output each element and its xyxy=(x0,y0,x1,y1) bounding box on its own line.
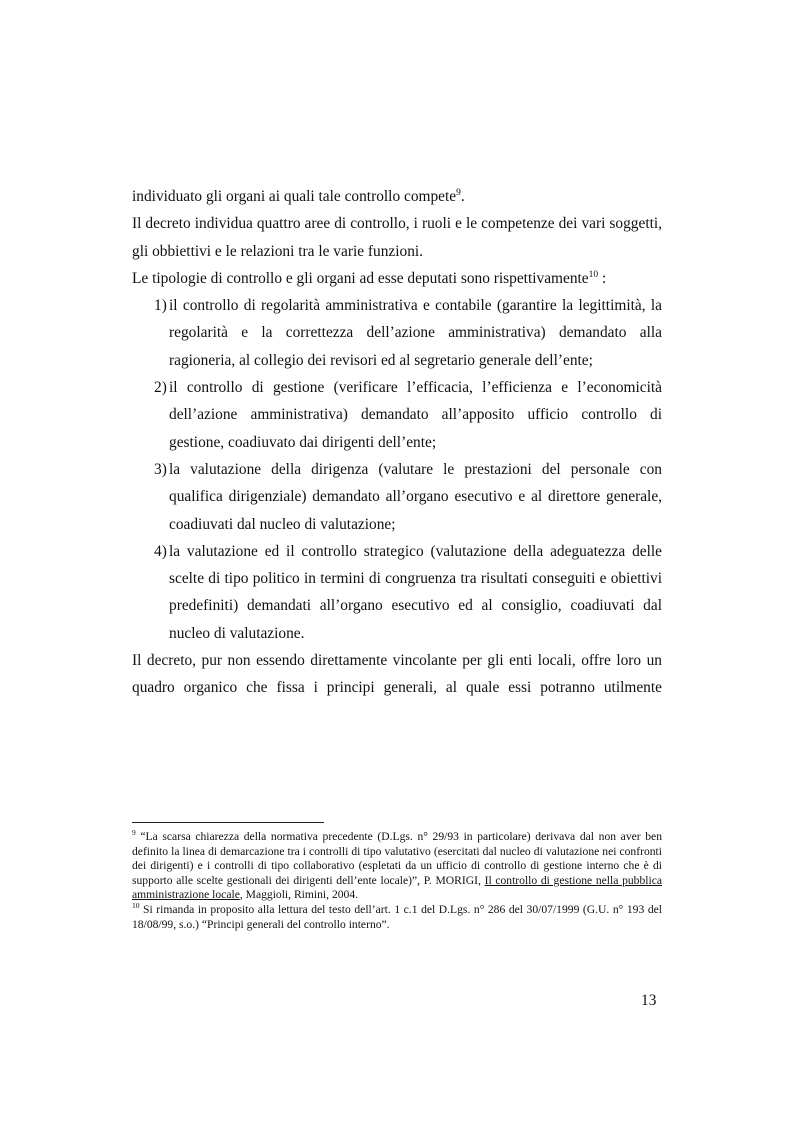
footnote-10 xyxy=(132,903,662,932)
page-number: 13 xyxy=(641,992,657,1009)
list-item-text: la valutazione ed il controllo strategico (valutazione della adeguatezza delle scelte di tipo politico in termini di congruenza tra risultati conseguiti e obiettivi predefiniti) demandati all’organo esecutivo ed al consiglio, coadiuvati dal nucleo di valutazione. xyxy=(169,542,662,642)
list-number: 1) xyxy=(154,297,167,315)
list-item xyxy=(132,374,662,456)
paragraph-continuation xyxy=(132,183,662,210)
footnote-separator xyxy=(132,822,324,823)
footnote-number: 9 xyxy=(132,828,136,838)
paragraph-text: individuato gli organi ai quali tale controllo compete xyxy=(132,188,457,205)
paragraph-text: Le tipologie di controllo e gli organi ad esse deputati sono rispettivamente xyxy=(132,269,589,287)
list-item-text: la valutazione della dirigenza (valutare le prestazioni del personale con qualifica dirigenziale) demandato all’organo esecutivo e al direttore generale, coadiuvati dal nucleo di valutazione; xyxy=(169,460,662,533)
list-item-text: il controllo di regolarità amministrativa e contabile (garantire la legittimità, la regolarità e la correttezza dell’azione amministrativa) demandato alla ragioneria, al collegio dei revisori ed al segretario generale dell’ente; xyxy=(169,297,662,369)
list-item xyxy=(132,456,662,538)
footnote-text: , Maggioli, Rimini, 2004. xyxy=(239,888,359,902)
paragraph-conclusion: Il decreto, pur non essendo direttamente vincolante per gli enti locali, offre loro un quadro organico che fissa i principi generali, al quale essi potranno utilmente xyxy=(132,652,662,697)
punctuation: . xyxy=(460,188,465,205)
footnote-9 xyxy=(132,830,662,903)
footnote-text: “La scarsa chiarezza della normativa precedente (D.Lgs. n° 29/93 in particolare) derivava dal non aver ben definito la linea di demarcazione tra i controlli di tipo valutativo (esercitati dal nucleo di valutazione nei confronti dei dirigenti) e i controlli di tipo collaborativo (espletati da un ufficio di controllo di gestione interno che è di supporto alle scelte gestionali dei dirigenti dell’ente locale)”, P. MORIGI, xyxy=(132,830,662,887)
list-number: 4) xyxy=(154,542,167,560)
numbered-list xyxy=(132,292,662,647)
main-text xyxy=(132,183,662,702)
paragraph-decreto: Il decreto individua quattro aree di controllo, i ruoli e le competenze dei vari soggetti, gli obbiettivi e le relazioni tra le varie funzioni. xyxy=(132,215,662,260)
punctuation: : xyxy=(598,269,607,287)
footnotes xyxy=(132,830,662,932)
paragraph-tipologie xyxy=(132,265,662,292)
footnote-ref-9[interactable]: 9 xyxy=(456,187,461,198)
list-number: 3) xyxy=(154,460,167,478)
footnote-ref-10[interactable]: 10 xyxy=(588,269,599,280)
list-number: 2) xyxy=(154,379,167,397)
list-item xyxy=(132,292,662,374)
footnote-text: Si rimanda in proposito alla lettura del testo dell’art. 1 c.1 del D.Lgs. n° 286 del 30/07/1999 (G.U. n° 193 del 18/08/99, s.o.) “Principi generali del controllo interno”. xyxy=(132,902,662,931)
list-item xyxy=(132,538,662,647)
list-item-text: il controllo di gestione (verificare l’efficacia, l’efficienza e l’economicità dell’azione amministrativa) demandato all’apposito ufficio controllo di gestione, coadiuvato dai dirigenti dell’ente; xyxy=(169,379,662,451)
cited-book-title: Il controllo di gestione nella pubblica amministrazione locale xyxy=(132,873,662,902)
footnote-number: 10 xyxy=(132,901,140,911)
